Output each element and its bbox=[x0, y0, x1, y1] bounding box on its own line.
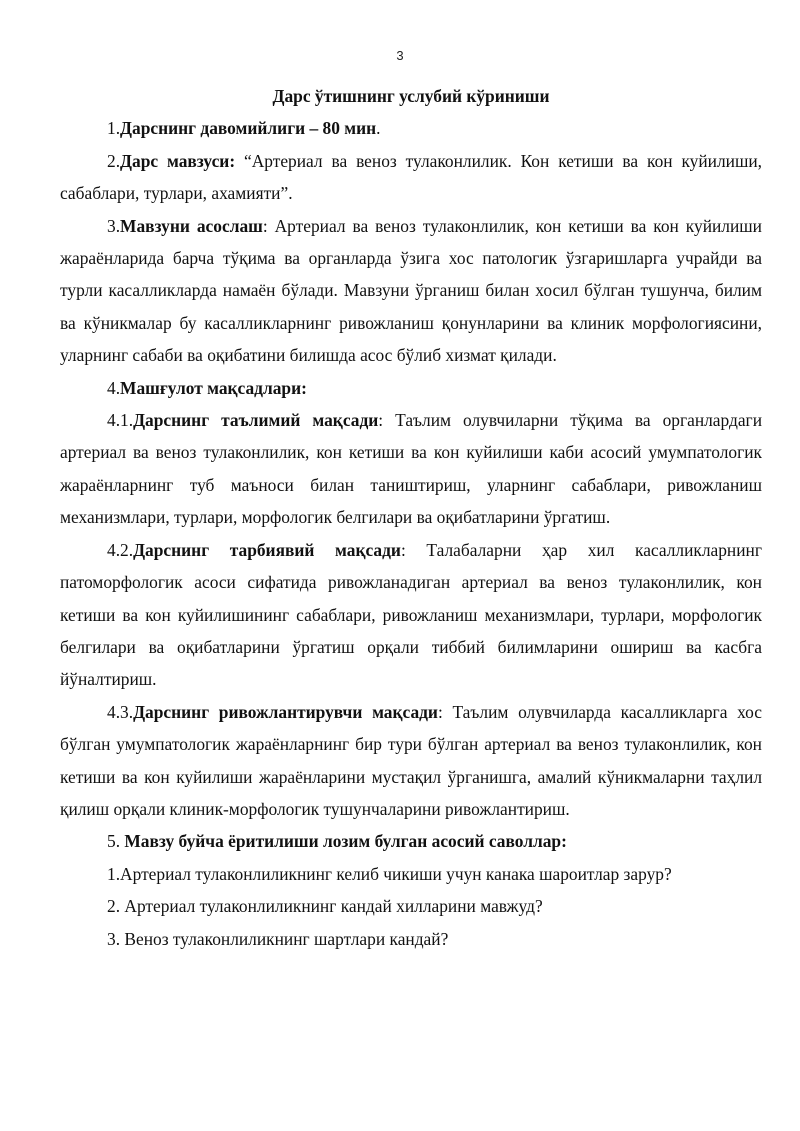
section-text: : Таълим олувчиларда касалликларга хос бўлган умумпатологик жараёнларнинг бир тури бўлган артериал ва веноз тулаконлилик, кон кетиши ва кон куйилиши жараёнларини мустақил ўрганишга, амалий кўникмаларни таҳлил қилиш орқали клиник-морфологик тушунчаларини ривожлантириш. bbox=[60, 701, 762, 819]
section-label: Дарснинг тарбиявий мақсади bbox=[133, 539, 401, 560]
section-number: 3. bbox=[107, 215, 121, 236]
section-number: 4.1. bbox=[107, 410, 134, 431]
section-number: 2. bbox=[107, 150, 121, 171]
section-text: . bbox=[376, 118, 381, 139]
section-label: Дарснинг таълимий мақсади bbox=[133, 410, 379, 431]
section-label: Дарснинг давомийлиги – 80 мин bbox=[120, 118, 377, 139]
objective-upbringing bbox=[60, 534, 762, 696]
section-text: “Артериал ва веноз тулаконлилик. Кон кетиши ва кон куйилиши, сабаблари, турлари, ахамияти”. bbox=[60, 150, 762, 204]
section-label: Машғулот мақсадлари: bbox=[120, 377, 307, 398]
section-objectives bbox=[60, 372, 762, 404]
document-title: Дарс ўтишнинг услубий кўриниши bbox=[272, 86, 550, 106]
question-item: 2. Артериал тулаконлиликнинг кандай хилларини мавжуд? bbox=[107, 896, 543, 917]
section-text: : Талабаларни ҳар хил касалликларнинг патоморфологик асоси сифатида ривожланадиган артериал ва веноз тулаконлилик, кон кетиши ва кон куйилишининг сабаблари, ривожланиш механизмлари, турлари, морфологик белгилари ва оқибатларини ўргатиш орқали тиббий билимларини ошириш ва касбга йўналтириш. bbox=[60, 539, 762, 690]
objective-developmental bbox=[60, 696, 762, 826]
section-duration bbox=[60, 112, 762, 144]
section-label: Мавзуни асослаш bbox=[120, 215, 263, 236]
page-number: 3 bbox=[396, 48, 404, 63]
question-item: 1.Артериал тулаконлиликнинг келиб чикиши учун канака шароитлар зарур? bbox=[107, 863, 672, 884]
section-label: Мавзу буйча ёритилиши лозим булган асосий саволлар: bbox=[124, 831, 567, 852]
document-body bbox=[60, 80, 762, 955]
section-text: : Таълим олувчиларни тўқима ва органлардаги артериал ва веноз тулаконлилик, кон кетиши ва кон куйилиши каби асосий умумпатологик жараёнларнинг туб маъноси билан таништириш, уларнинг сабаблари, ривожланиш механизмлари, турлари, морфологик белгилари ва оқибатларини ўргатиш. bbox=[60, 410, 763, 528]
section-number: 4.3. bbox=[107, 701, 134, 722]
objective-educational bbox=[60, 404, 762, 534]
section-number: 5. bbox=[107, 831, 125, 852]
section-number: 1. bbox=[107, 118, 121, 139]
section-topic bbox=[60, 145, 762, 210]
section-number: 4.2. bbox=[107, 539, 134, 560]
section-number: 4. bbox=[107, 377, 121, 398]
section-questions bbox=[60, 825, 762, 857]
section-label: Дарснинг ривожлантирувчи мақсади bbox=[133, 701, 438, 722]
section-label: Дарс мавзуси: bbox=[120, 150, 236, 171]
question-item: 3. Веноз тулаконлиликнинг шартлари кандай? bbox=[107, 928, 449, 949]
section-text: : Артериал ва веноз тулаконлилик, кон кетиши ва кон куйилиши жараёнларида барча тўқима ва органларда ўзига хос патологик ўзгаришларга учрайди ва турли касалликларда намаён бўлади. Мавзуни ўрганиш билан хосил бўлган тушунча, билим ва кўникмалар бу касалликларнинг ривожланиш қонунларини ва клиник морфологиясини, уларнинг сабаби ва оқибатини билишда асос бўлиб хизмат қилади. bbox=[60, 215, 762, 366]
section-rationale bbox=[60, 210, 762, 372]
